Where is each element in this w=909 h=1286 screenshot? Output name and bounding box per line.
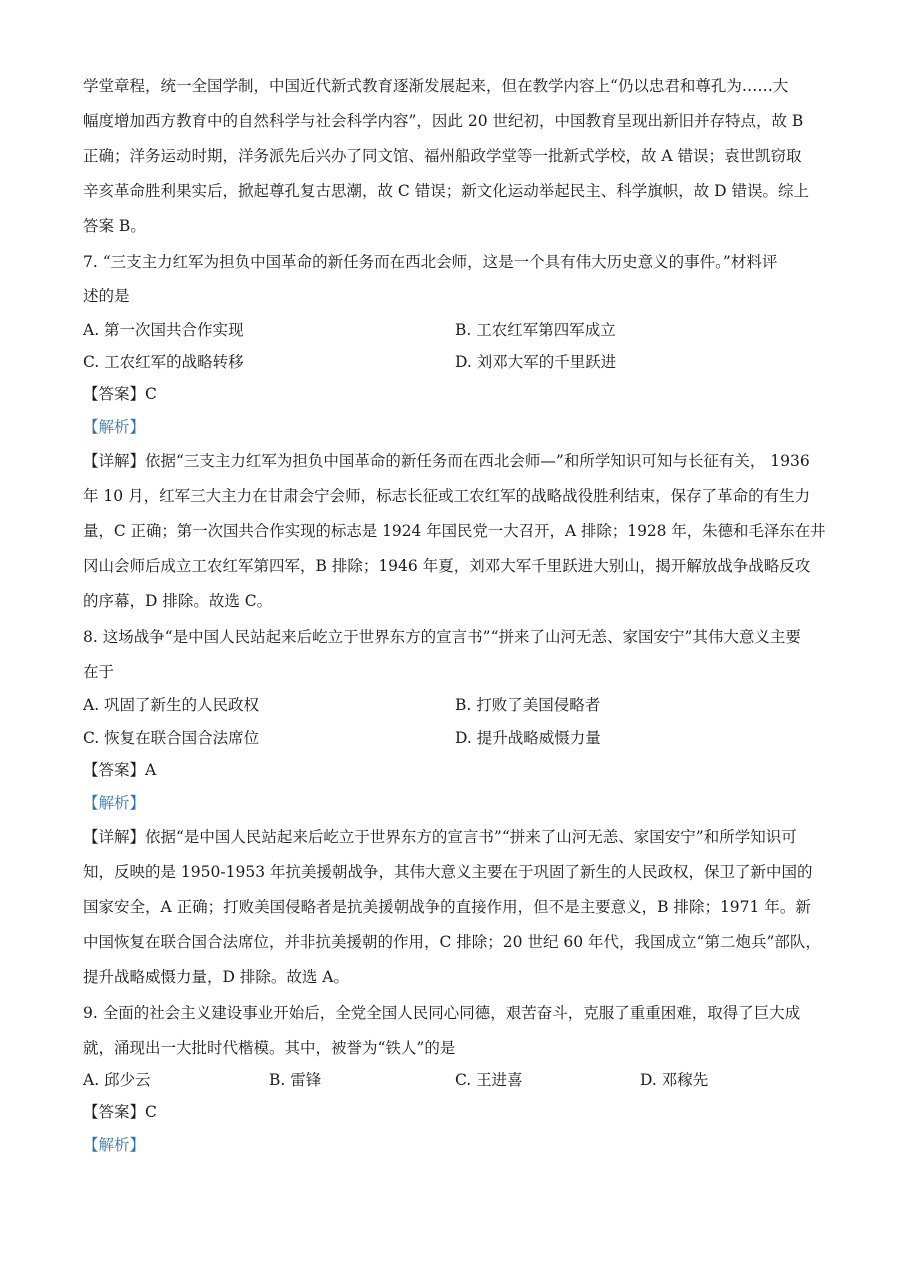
q7-analysis-tag: 【解析】 <box>83 418 146 436</box>
text-line: 答案 B。 <box>83 217 146 235</box>
q8-option-a: A. 巩固了新生的人民政权 <box>83 696 260 714</box>
q9-answer: 【答案】C <box>83 1103 157 1121</box>
q9-option-c: C. 王进喜 <box>455 1071 523 1089</box>
q8-option-d: D. 提升战略威慑力量 <box>455 729 601 747</box>
text-line: 正确；洋务运动时期，洋务派先后兴办了同文馆、福州船政学堂等一批新式学校，故 A 错误；袁世凯窃取 <box>83 147 802 165</box>
q7-detail: 的序幕，D 排除。故选 C。 <box>83 592 273 610</box>
q8-detail: 中国恢复在联合国合法席位，并非抗美援朝的作用，C 排除；20 世纪 60 年代，我国成立“第二炮兵”部队， <box>83 933 821 951</box>
q8-detail: 【详解】依据“是中国人民站起来后屹立于世界东方的宣言书”“拼来了山河无恙、家国安宁”和所学知识可 <box>83 828 797 846</box>
q8-analysis-tag: 【解析】 <box>83 794 146 812</box>
q7-option-c: C. 工农红军的战略转移 <box>83 353 244 371</box>
q8-detail: 提升战略威慑力量，D 排除。故选 A。 <box>83 968 349 986</box>
question-9-stem: 就，涌现出一大批时代楷模。其中，被誉为“铁人”的是 <box>83 1039 456 1057</box>
q7-detail: 冈山会师后成立工农红军第四军，B 排除；1946 年夏，刘邓大军千里跃进大别山，揭开解放战争战略反攻 <box>83 557 811 575</box>
q7-detail: 【详解】依据“三支主力红军为担负中国革命的新任务而在西北会师—”和所学知识可知与长征有关， 1936 <box>83 452 810 470</box>
q9-analysis-tag: 【解析】 <box>83 1136 146 1154</box>
question-9-stem: 9. 全面的社会主义建设事业开始后，全党全国人民同心同德，艰苦奋斗，克服了重重困难，取得了巨大成 <box>83 1004 801 1022</box>
q9-option-a: A. 邱少云 <box>83 1071 151 1089</box>
text-line: 幅度增加西方教育中的自然科学与社会科学内容”，因此 20 世纪初，中国教育呈现出新旧并存特点，故 B <box>83 112 804 130</box>
q7-detail: 量，C 正确；第一次国共合作实现的标志是 1924 年国民党一大召开，A 排除；1928 年，朱德和毛泽东在井 <box>83 522 826 540</box>
question-7-stem: 述的是 <box>83 287 130 305</box>
question-7-stem: 7. “三支主力红军为担负中国革命的新任务而在西北会师，这是一个具有伟大历史意义的事件。”材料评 <box>83 253 778 271</box>
text-line: 学堂章程，统一全国学制，中国近代新式教育逐渐发展起来，但在教学内容上“仍以忠君和尊孔为……大 <box>83 77 789 95</box>
q7-option-a: A. 第一次国共合作实现 <box>83 321 244 339</box>
q8-detail: 国家安全，A 正确；打败美国侵略者是抗美援朝战争的直接作用，但不是主要意义，B 排除；1971 年。新 <box>83 898 811 916</box>
q9-option-b: B. 雷锋 <box>269 1071 322 1089</box>
q9-option-d: D. 邓稼先 <box>640 1071 709 1089</box>
q7-option-d: D. 刘邓大军的千里跃进 <box>455 353 617 371</box>
q8-answer: 【答案】A <box>83 761 157 779</box>
q8-option-c: C. 恢复在联合国合法席位 <box>83 729 260 747</box>
question-8-stem: 8. 这场战争“是中国人民站起来后屹立于世界东方的宣言书”“拼来了山河无恙、家国安宁”其伟大意义主要 <box>83 628 801 646</box>
q7-detail: 年 10 月，红军三大主力在甘肃会宁会师，标志长征或工农红军的战略战役胜利结束，保存了革命的有生力 <box>83 487 811 505</box>
q7-option-b: B. 工农红军第四军成立 <box>455 321 616 339</box>
question-8-stem: 在于 <box>83 663 115 681</box>
q7-answer: 【答案】C <box>83 385 157 403</box>
text-line: 辛亥革命胜利果实后，掀起尊孔复古思潮，故 C 错误；新文化运动举起民主、科学旗帜，故 D 错误。综上 <box>83 182 809 200</box>
q8-detail: 知，反映的是 1950-1953 年抗美援朝战争，其伟大意义主要在于巩固了新生的人民政权，保卫了新中国的 <box>83 863 813 881</box>
q8-option-b: B. 打败了美国侵略者 <box>455 696 601 714</box>
